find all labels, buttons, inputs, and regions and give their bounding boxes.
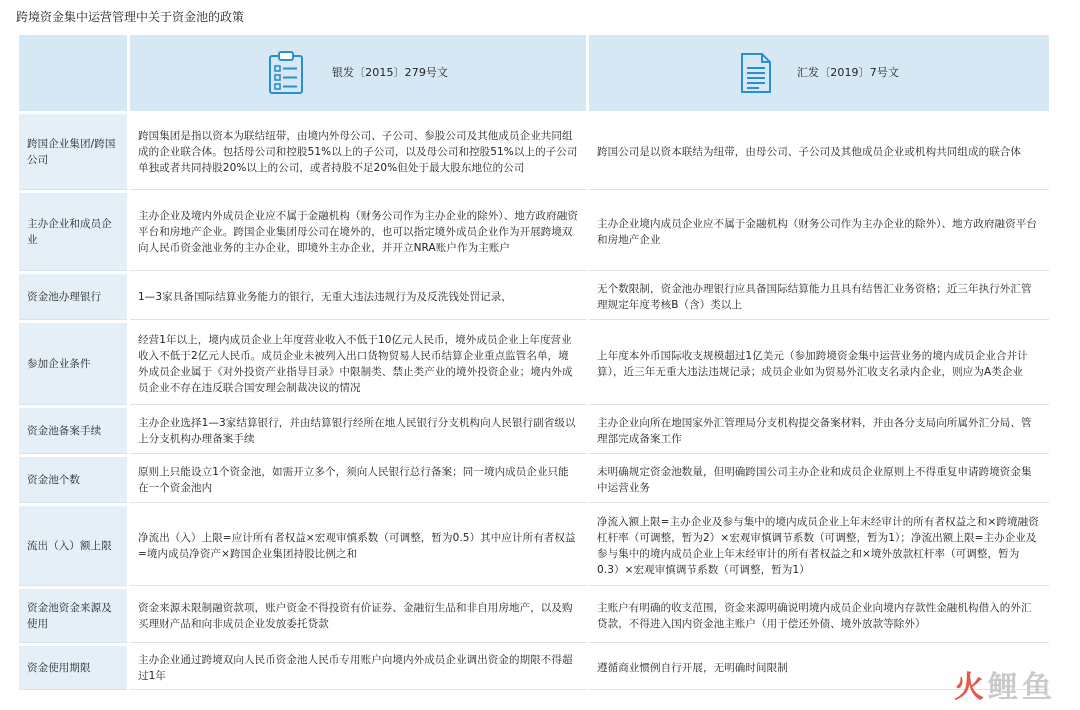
table-row — [19, 506, 1049, 586]
row-cell-col-a: 经营1年以上，境内成员企业上年度营业收入不低于10亿元人民币，境外成员企业上年度营业收入不低于2亿元人民币。成员企业未被列入出口货物贸易人民币结算企业重点监管名单，境外成员企业属于《对外投资产业指导目录》中限制类、禁止类产业的境外投资企业；境内外成员企业不存在违反联合国安理会制裁决议的情况 — [130, 323, 586, 405]
row-label: 资金使用期限 — [19, 646, 127, 690]
row-cell-col-b: 无个数限制，资金池办理银行应具备国际结算能力且具有结售汇业务资格；近三年执行外汇管理规定年度考核B（含）类以上 — [589, 274, 1049, 320]
table-row — [19, 114, 1049, 190]
header-col-a-text: 银发〔2015〕279号文 — [331, 66, 449, 79]
row-cell-col-b: 主办企业向所在地国家外汇管理局分支机构提交备案材料，并由各分支局向所属外汇分局、管理部完成备案工作 — [589, 408, 1049, 454]
header-col-b-text: 汇发〔2019〕7号文 — [796, 66, 900, 79]
row-cell-col-b: 净流入额上限=主办企业及参与集中的境内成员企业上年末经审计的所有者权益之和×跨境融资杠杆率（可调整，暂为2）×宏观审慎调节系数（可调整，暂为1）；净流出额上限=主办企业及参与集中的境内成员企业上年末经审计的所有者权益之和×境外放款杠杆率（可调整，暂为0.3）×宏观审慎调节系数（可调整，暂为1） — [589, 506, 1049, 586]
table-row — [19, 193, 1049, 271]
table-row — [19, 323, 1049, 405]
row-label: 主办企业和成员企业 — [19, 193, 127, 271]
row-cell-col-b: 主账户有明确的收支范围，资金来源明确说明境内成员企业向境内存款性金融机构借入的外汇贷款，不得进入国内资金池主账户（用于偿还外债、境外放款等除外） — [589, 589, 1049, 643]
watermark-fire-text: 火 — [954, 670, 988, 705]
row-cell-col-a: 1—3家具备国际结算业务能力的银行，无重大违法违规行为及反洗钱处罚记录， — [130, 274, 586, 320]
policy-comparison-table — [16, 32, 1052, 693]
row-cell-col-a: 跨国集团是指以资本为联结纽带，由境内外母公司、子公司、参股公司及其他成员企业共同组成的企业联合体。包括母公司和控股51%以上的子公司，以及母公司和控股51%以上的子公司单独或者共同持股20%以上的公司，或者持股不足20%但处于最大股东地位的公司 — [130, 114, 586, 190]
row-cell-col-a: 主办企业及境内外成员企业应不属于金融机构（财务公司作为主办企业的除外）、地方政府融资平台和房地产企业。跨国企业集团母公司在境外的，也可以指定境外成员企业作为开展跨境双向人民币资金池业务的主办企业，即境外主办企业，并开立NRA账户作为主账户 — [130, 193, 586, 271]
watermark-logo — [954, 662, 1056, 706]
row-cell-col-b: 未明确规定资金池数量，但明确跨国公司主办企业和成员企业原则上不得重复申请跨境资金集中运营业务 — [589, 457, 1049, 503]
row-cell-col-a: 主办企业通过跨境双向人民币资金池人民币专用账户向境内外成员企业调出资金的期限不得超过1年 — [130, 646, 586, 690]
row-label: 资金池备案手续 — [19, 408, 127, 454]
row-cell-col-b: 上年度本外币国际收支规模超过1亿美元（参加跨境资金集中运营业务的境内成员企业合并计算），近三年无重大违法违规记录；成员企业如为贸易外汇收支名录内企业，则应为A类企业 — [589, 323, 1049, 405]
row-cell-col-b: 遵循商业惯例自行开展，无明确时间限制 — [589, 646, 1049, 690]
watermark-carp-text: 鲤鱼 — [988, 670, 1056, 705]
table-row — [19, 408, 1049, 454]
header-corner-cell — [19, 35, 127, 111]
table-header-row — [19, 35, 1049, 111]
row-label: 资金池个数 — [19, 457, 127, 503]
row-label: 流出（入）额上限 — [19, 506, 127, 586]
header-col-b — [589, 35, 1049, 111]
row-cell-col-a: 资金来源未限制融资款项，账户资金不得投资有价证券、金融衍生品和非自用房地产，以及购买理财产品和向非成员企业发放委托贷款 — [130, 589, 586, 643]
row-cell-col-a: 净流出（入）上限=应计所有者权益×宏观审慎系数（可调整，暂为0.5）其中应计所有者权益=境内成员净资产×跨国企业集团持股比例之和 — [130, 506, 586, 586]
table-row — [19, 274, 1049, 320]
document-icon — [739, 52, 773, 94]
clipboard-checklist-icon — [268, 51, 304, 95]
row-label: 资金池办理银行 — [19, 274, 127, 320]
table-row — [19, 646, 1049, 690]
row-cell-col-a: 主办企业选择1—3家结算银行，并由结算银行经所在地人民银行分支机构向人民银行副省级以上分支机构办理备案手续 — [130, 408, 586, 454]
table-row — [19, 589, 1049, 643]
page-title: 跨境资金集中运营管理中关于资金池的政策 — [16, 10, 245, 24]
row-label: 参加企业条件 — [19, 323, 127, 405]
row-cell-col-b: 跨国公司是以资本联结为纽带，由母公司、子公司及其他成员企业或机构共同组成的联合体 — [589, 114, 1049, 190]
row-label: 跨国企业集团/跨国公司 — [19, 114, 127, 190]
table-row — [19, 457, 1049, 503]
header-col-a — [130, 35, 586, 111]
row-cell-col-a: 原则上只能设立1个资金池，如需开立多个，须向人民银行总行备案；同一境内成员企业只能在一个资金池内 — [130, 457, 586, 503]
row-label: 资金池资金来源及使用 — [19, 589, 127, 643]
row-cell-col-b: 主办企业境内成员企业应不属于金融机构（财务公司作为主办企业的除外）、地方政府融资平台和房地产企业 — [589, 193, 1049, 271]
